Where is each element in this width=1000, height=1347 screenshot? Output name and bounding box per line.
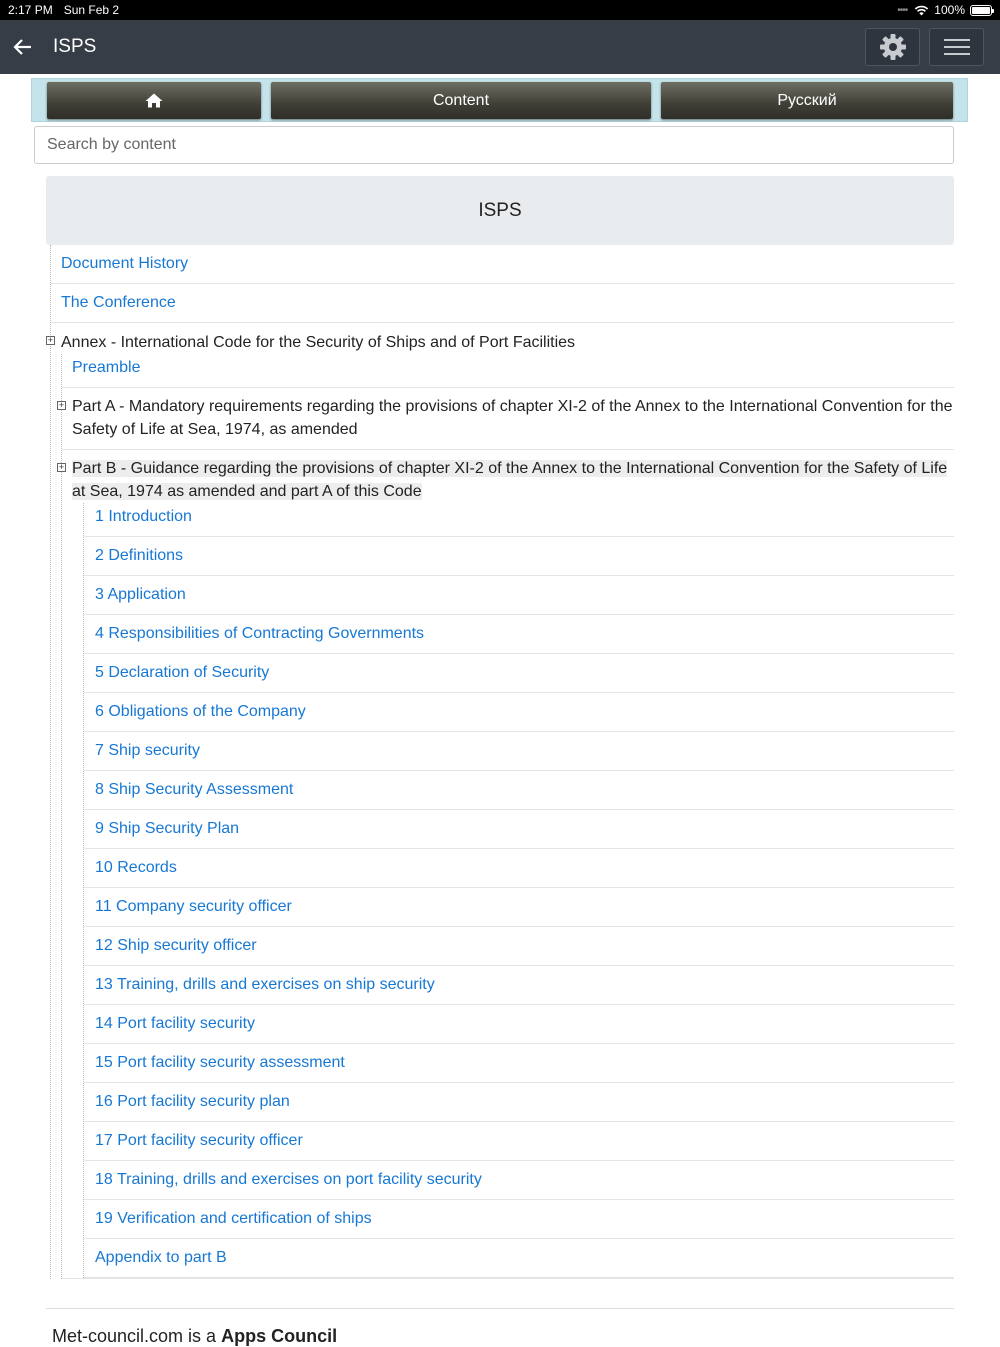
expand-icon[interactable]: + bbox=[58, 462, 65, 472]
tree-item-conference[interactable] bbox=[51, 284, 954, 323]
status-bar bbox=[0, 0, 1000, 20]
list-item[interactable] bbox=[84, 1239, 954, 1278]
home-icon bbox=[145, 93, 163, 108]
list-item[interactable] bbox=[84, 771, 954, 810]
battery-percent: 100% bbox=[934, 3, 965, 17]
tree-link[interactable]: Preamble bbox=[72, 359, 141, 376]
gear-icon bbox=[878, 32, 908, 62]
list-item[interactable] bbox=[84, 1161, 954, 1200]
tree-link[interactable]: 14 Port facility security bbox=[95, 1015, 256, 1032]
list-item[interactable] bbox=[84, 1044, 954, 1083]
tree-link[interactable]: 3 Application bbox=[95, 586, 186, 603]
tree-link[interactable]: 1 Introduction bbox=[95, 508, 192, 525]
tree-group-part-b bbox=[58, 450, 954, 1279]
content-tree bbox=[47, 245, 954, 1279]
tree-item-annex[interactable]: Annex - International Code for the Security of Ships and of Port Facilities bbox=[61, 334, 576, 351]
tree-link[interactable]: 7 Ship security bbox=[95, 742, 200, 759]
list-item[interactable] bbox=[84, 732, 954, 771]
list-item[interactable] bbox=[84, 1083, 954, 1122]
home-button[interactable] bbox=[47, 82, 261, 119]
tree-link[interactable]: 12 Ship security officer bbox=[95, 937, 257, 954]
tree-item-part-a[interactable]: + Part A - Mandatory requirements regarding the provisions of chapter XI-2 of the Annex to the International Convention for the Safety of Life at Sea, 1974, as amended bbox=[62, 388, 954, 450]
battery-icon bbox=[970, 5, 992, 16]
list-item[interactable] bbox=[84, 654, 954, 693]
tree-item-part-b[interactable]: Part B - Guidance regarding the provisions of chapter XI-2 of the Annex to the International Convention for the Safety of Life at Sea, 1974 as amended and part A of this Code bbox=[72, 460, 948, 500]
nav-bar bbox=[31, 78, 968, 122]
tree-link[interactable]: 9 Ship Security Plan bbox=[95, 820, 240, 837]
tree-link[interactable]: 8 Ship Security Assessment bbox=[95, 781, 294, 798]
list-item[interactable] bbox=[84, 888, 954, 927]
search-input[interactable] bbox=[34, 126, 954, 164]
tree-link[interactable]: 5 Declaration of Security bbox=[95, 664, 270, 681]
list-item[interactable] bbox=[84, 503, 954, 537]
tree-link[interactable]: 11 Company security officer bbox=[95, 898, 292, 915]
tree-link[interactable]: 17 Port facility security officer bbox=[95, 1132, 303, 1149]
tree-link[interactable]: 10 Records bbox=[95, 859, 177, 876]
part-b-list bbox=[83, 503, 954, 1278]
list-item[interactable] bbox=[84, 615, 954, 654]
list-item[interactable] bbox=[84, 1005, 954, 1044]
wifi-icon bbox=[914, 5, 929, 16]
hamburger-icon bbox=[944, 34, 970, 60]
status-time: 2:17 PM bbox=[8, 3, 53, 17]
list-item[interactable] bbox=[84, 849, 954, 888]
footer-text: Met-council.com is a Apps Council bbox=[52, 1326, 338, 1346]
back-arrow-icon[interactable] bbox=[11, 35, 35, 59]
tree-link[interactable]: 4 Responsibilities of Contracting Governments bbox=[95, 625, 425, 642]
signal-dots-icon: •••• bbox=[897, 4, 908, 16]
tree-item-preamble[interactable] bbox=[62, 354, 954, 388]
tree-group-annex bbox=[47, 323, 954, 1279]
list-item[interactable] bbox=[84, 576, 954, 615]
tree-link[interactable]: 19 Verification and certification of ships bbox=[95, 1210, 372, 1227]
list-item[interactable] bbox=[84, 537, 954, 576]
tree-link[interactable]: 13 Training, drills and exercises on ship security bbox=[95, 976, 435, 993]
tree-link[interactable]: Appendix to part B bbox=[95, 1249, 227, 1266]
footer-divider bbox=[46, 1308, 954, 1309]
tree-link[interactable]: 15 Port facility security assessment bbox=[95, 1054, 345, 1071]
tree-link[interactable]: Document History bbox=[61, 255, 189, 272]
settings-button[interactable] bbox=[865, 28, 920, 66]
status-date: Sun Feb 2 bbox=[63, 3, 120, 17]
list-item[interactable] bbox=[84, 693, 954, 732]
app-header bbox=[0, 20, 1000, 74]
list-item[interactable] bbox=[84, 927, 954, 966]
language-button[interactable]: Русский bbox=[661, 82, 953, 119]
document-title: ISPS bbox=[46, 176, 954, 245]
tree-link[interactable]: 18 Training, drills and exercises on port facility security bbox=[95, 1171, 482, 1188]
tree-link[interactable]: The Conference bbox=[61, 294, 176, 311]
list-item[interactable] bbox=[84, 1122, 954, 1161]
tree-link[interactable]: 2 Definitions bbox=[95, 547, 184, 564]
tree-link[interactable]: 16 Port facility security plan bbox=[95, 1093, 290, 1110]
menu-button[interactable] bbox=[929, 28, 984, 66]
expand-icon[interactable]: + bbox=[58, 400, 65, 410]
list-item[interactable] bbox=[84, 810, 954, 849]
content-button[interactable]: Content bbox=[271, 82, 651, 119]
tree-link[interactable]: 6 Obligations of the Company bbox=[95, 703, 306, 720]
expand-icon[interactable]: + bbox=[47, 335, 54, 345]
list-item[interactable] bbox=[84, 1200, 954, 1239]
list-item[interactable] bbox=[84, 966, 954, 1005]
tree-item-document-history[interactable] bbox=[51, 245, 954, 284]
app-title: ISPS bbox=[53, 36, 97, 57]
